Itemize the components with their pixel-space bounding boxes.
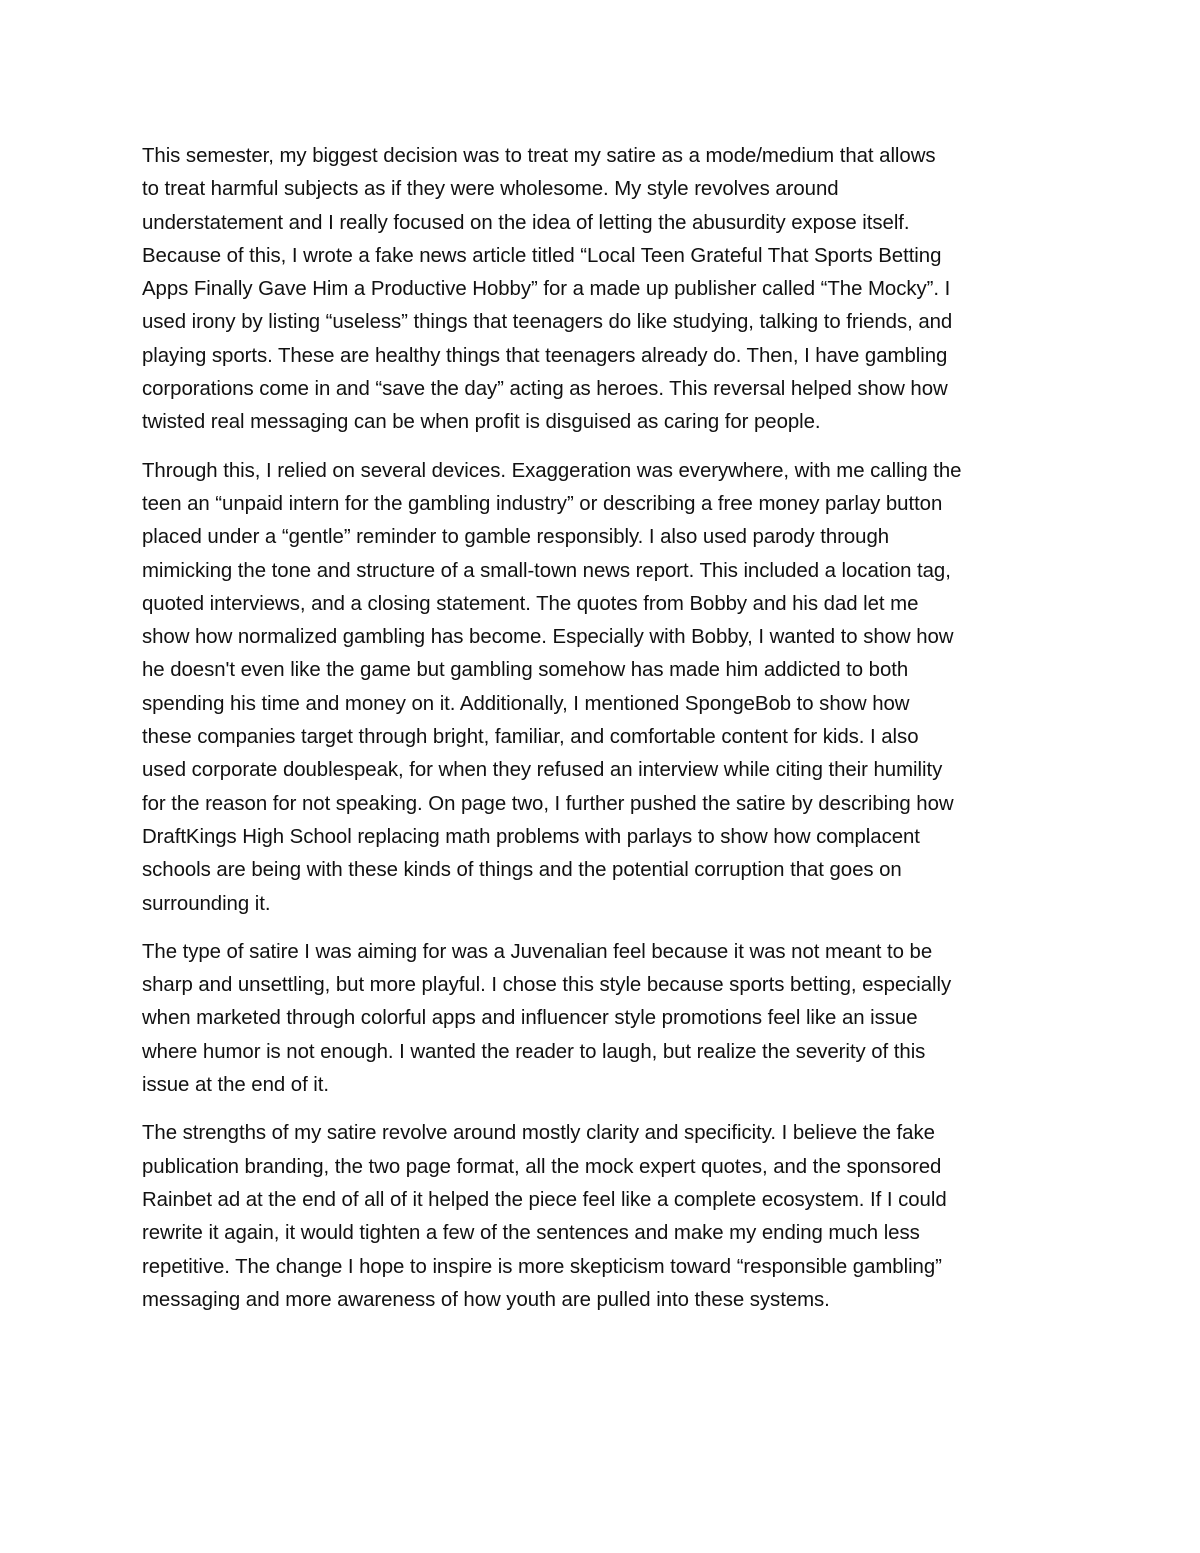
text-line: show how normalized gambling has become. Especially with Bobby, I wanted to show how — [142, 626, 954, 649]
text-line: he doesn't even like the game but gambling somehow has made him addicted to both — [142, 659, 909, 682]
text-line: these companies target through bright, familiar, and comfortable content for kids. I also — [142, 726, 919, 749]
text-line: where humor is not enough. I wanted the reader to laugh, but realize the severity of this — [142, 1040, 926, 1063]
paragraph-3 — [142, 936, 1067, 1102]
text-line: Because of this, I wrote a fake news article titled “Local Teen Grateful That Sports Betting — [142, 244, 942, 267]
text-line: placed under a “gentle” reminder to gamble responsibly. I also used parody through — [142, 526, 890, 549]
text-line: Apps Finally Gave Him a Productive Hobby” for a made up publisher called “The Mocky”. I — [142, 278, 951, 301]
text-line: spending his time and money on it. Additionally, I mentioned SpongeBob to show how — [142, 692, 910, 715]
text-line: Through this, I relied on several devices. Exaggeration was everywhere, with me calling the — [142, 459, 962, 482]
paragraph-2 — [142, 455, 1067, 921]
text-line: understatement and I really focused on the idea of letting the abusurdity expose itself. — [142, 211, 910, 234]
text-line: schools are being with these kinds of things and the potential corruption that goes on — [142, 859, 902, 882]
text-line: rewrite it again, it would tighten a few of the sentences and make my ending much less — [142, 1222, 920, 1245]
text-line: mimicking the tone and structure of a small-town news report. This included a location tag, — [142, 559, 951, 582]
text-line: DraftKings High School replacing math problems with parlays to show how complacent — [142, 825, 920, 848]
text-line: publication branding, the two page format, all the mock expert quotes, and the sponsored — [142, 1155, 942, 1178]
text-line: The type of satire I was aiming for was a Juvenalian feel because it was not meant to be — [142, 940, 933, 963]
paragraph-1 — [142, 140, 1067, 440]
text-line: surrounding it. — [142, 892, 271, 915]
text-line: corporations come in and “save the day” acting as heroes. This reversal helped show how — [142, 378, 948, 401]
text-line: used corporate doublespeak, for when they refused an interview while citing their humility — [142, 759, 943, 782]
document-body — [142, 140, 1067, 1332]
text-line: The strengths of my satire revolve around mostly clarity and specificity. I believe the fake — [142, 1122, 935, 1145]
text-line: This semester, my biggest decision was to treat my satire as a mode/medium that allows — [142, 145, 936, 167]
text-line: to treat harmful subjects as if they were wholesome. My style revolves around — [142, 178, 839, 201]
text-line: twisted real messaging can be when profit is disguised as caring for people. — [142, 411, 821, 434]
text-line: repetitive. The change I hope to inspire is more skepticism toward “responsible gambling” — [142, 1255, 942, 1278]
text-line: messaging and more awareness of how youth are pulled into these systems. — [142, 1288, 830, 1311]
text-line: sharp and unsettling, but more playful. I chose this style because sports betting, especially — [142, 974, 952, 997]
text-line: teen an “unpaid intern for the gambling industry” or describing a free money parlay button — [142, 492, 943, 515]
text-line: Rainbet ad at the end of all of it helped the piece feel like a complete ecosystem. If I could — [142, 1188, 947, 1211]
text-line: when marketed through colorful apps and influencer style promotions feel like an issue — [142, 1007, 918, 1030]
text-line: issue at the end of it. — [142, 1074, 330, 1097]
text-line: used irony by listing “useless” things that teenagers do like studying, talking to friends, and — [142, 311, 953, 334]
text-line: for the reason for not speaking. On page two, I further pushed the satire by describing how — [142, 792, 954, 815]
text-line: playing sports. These are healthy things that teenagers already do. Then, I have gambling — [142, 344, 948, 367]
text-line: quoted interviews, and a closing statement. The quotes from Bobby and his dad let me — [142, 592, 919, 615]
paragraph-4 — [142, 1117, 1067, 1317]
